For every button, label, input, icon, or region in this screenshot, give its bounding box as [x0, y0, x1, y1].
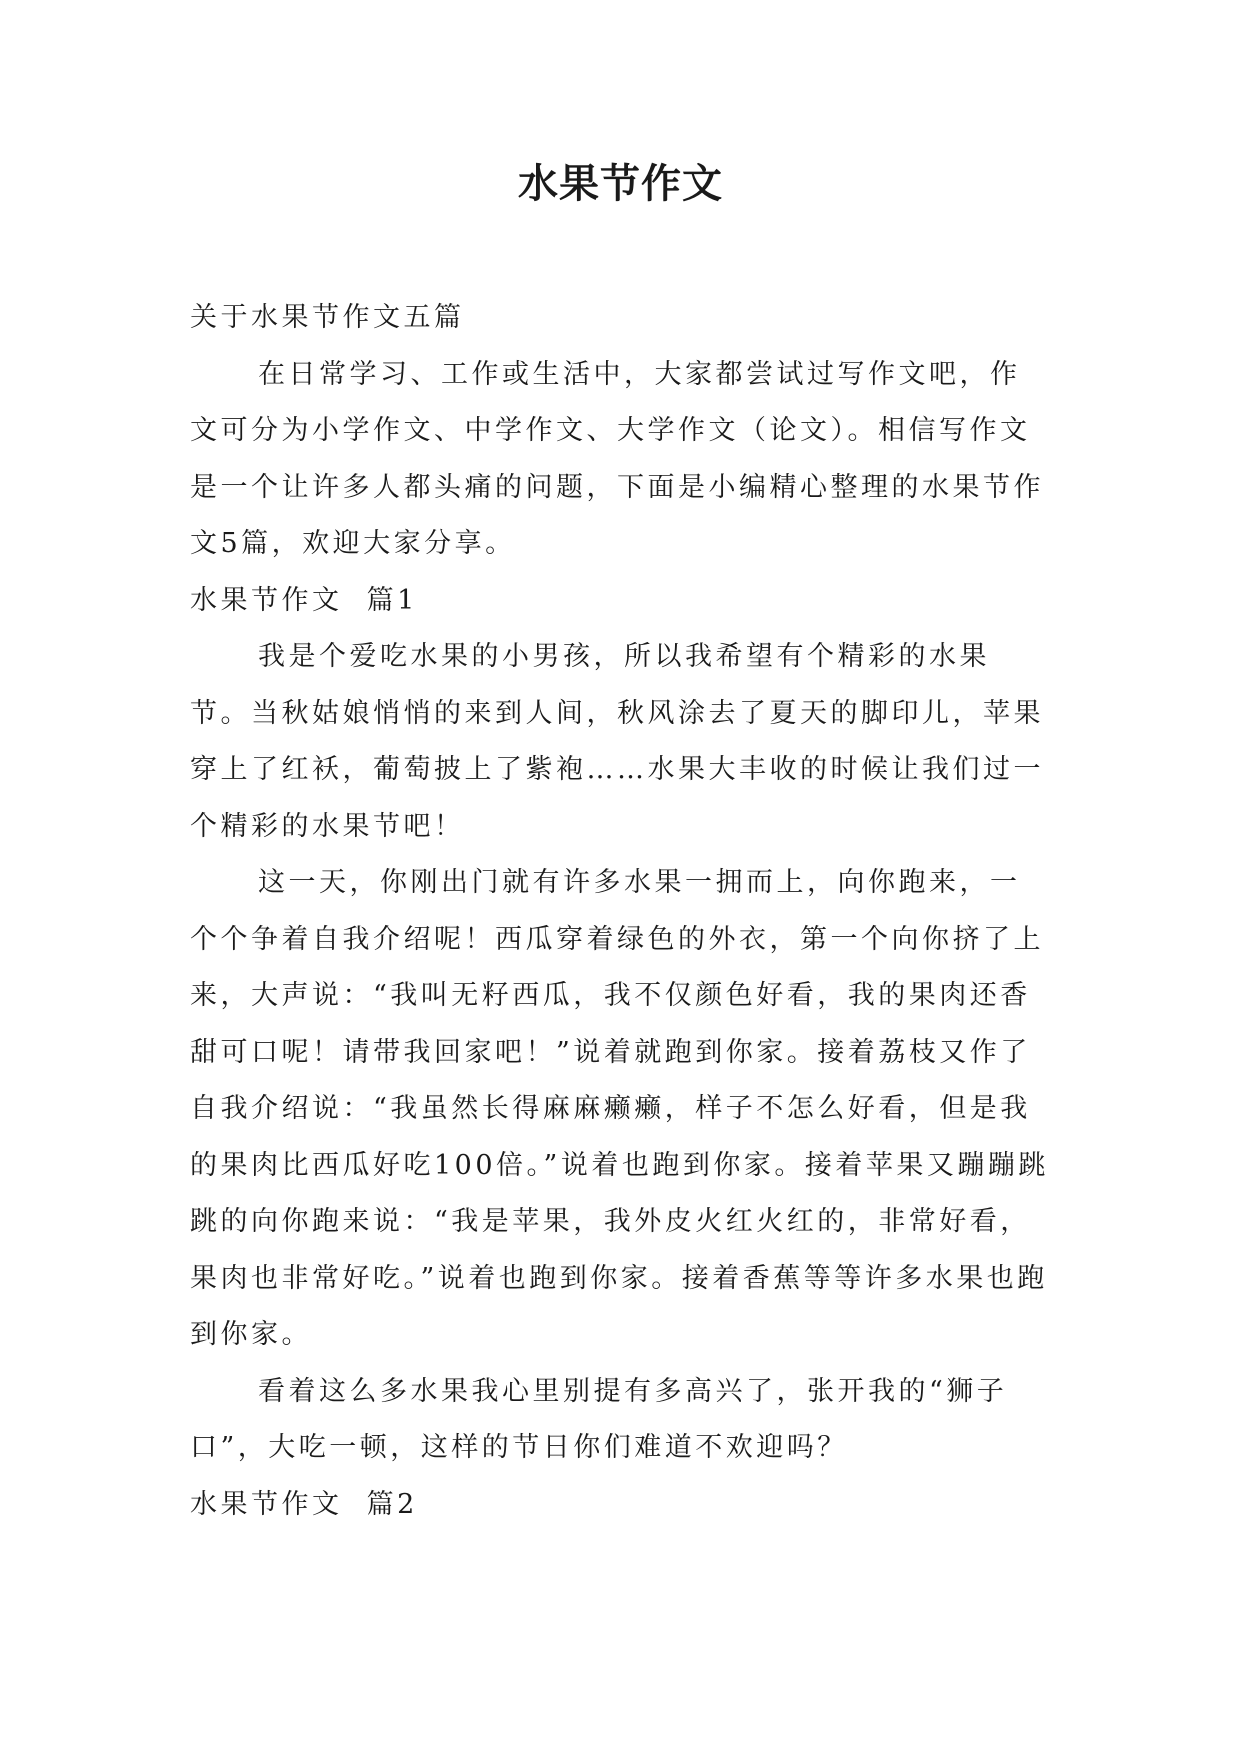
- document-body: [190, 290, 1050, 1533]
- intro-paragraph: 在日常学习、工作或生活中，大家都尝试过写作文吧，作文可分为小学作文、中学作文、大学作文（论文）。相信写作文是一个让许多人都头痛的问题，下面是小编精心整理的水果节作文5篇，欢迎大家分享。: [190, 358, 1044, 559]
- document-subtitle: 关于水果节作文五篇: [190, 302, 465, 333]
- section-1-paragraph-3: 看着这么多水果我心里别提有多高兴了，张开我的“狮子口”，大吃一顿，这样的节日你们难道不欢迎吗？: [190, 1375, 1008, 1463]
- section-heading-1: 水果节作文 篇1: [190, 584, 418, 616]
- document-title: 水果节作文: [518, 161, 723, 207]
- section-1-paragraph-1: 我是个爱吃水果的小男孩，所以我希望有个精彩的水果节。当秋姑娘悄悄的来到人间，秋风涂去了夏天的脚印儿，苹果穿上了红袄，葡萄披上了紫袍……水果大丰收的时候让我们过一个精彩的水果节吧！: [190, 641, 1044, 842]
- section-1-paragraph-2: 这一天，你刚出门就有许多水果一拥而上，向你跑来，一个个争着自我介绍呢！西瓜穿着绿色的外衣，第一个向你挤了上来，大声说：“我叫无籽西瓜，我不仅颜色好看，我的果肉还香甜可口呢！请带我回家吧！”说着就跑到你家。接着荔枝又作了自我介绍说：“我虽然长得麻麻癞癞，样子不怎么好看，但是我的果肉比西瓜好吃100倍。”说着也跑到你家。接着苹果又蹦蹦跳跳的向你跑来说：“我是苹果，我外皮火红火红的，非常好看，果肉也非常好吃。”说着也跑到你家。接着香蕉等等许多水果也跑到你家。: [190, 867, 1049, 1350]
- section-heading-2: 水果节作文 篇2: [190, 1488, 418, 1520]
